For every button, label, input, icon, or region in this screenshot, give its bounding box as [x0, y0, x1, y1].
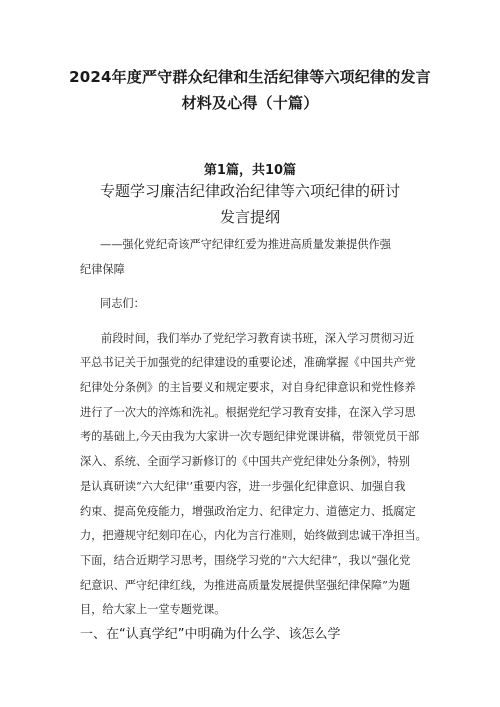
document-title-line-2: 材料及心得（十篇）	[181, 94, 319, 112]
body-line-4: 进行了一次大的淬炼和洗礼。根据党纪学习教育安排，在深入学习思	[80, 406, 416, 419]
body-line-12: 目，给大家上一堂专题党课。	[80, 603, 226, 616]
body-line-1: 前段时间，我们举办了党纪学习教育读书班，深入学习贯彻习近	[101, 332, 415, 345]
section-title-line-2: 发言提纲	[219, 208, 280, 226]
body-line-5: 考的基础上,今天由我为大家讲一次专题纪律党课讲稿，带领党员干部	[80, 430, 420, 443]
body-line-9: 力，把遵规守纪刻印在心，内化为言行准则，始终做到忠诚干净担当。	[80, 529, 427, 542]
subtitle-line-1: ——强化党纪奇该严守纪律红爱为推进高质量发兼提供作强	[100, 238, 391, 251]
body-line-7: 是认真研读“六大纪律'’重要内容，进一步强化纪律意识、加强自我	[80, 480, 406, 493]
body-line-6: 深入、系统、全面学习新修订的《中国共产党纪律处分条例》，特别	[80, 455, 411, 468]
section-heading-1: 一、在“认真学纪”中明确为什么学、该怎么学	[80, 627, 341, 642]
body-line-11: 纪意识、严守纪律红线，为推进高质量发展提供坚强纪律保障”为题	[80, 579, 411, 592]
subtitle-line-2: 纪律保障	[80, 263, 125, 276]
body-line-8: 约束、提高免疫能力，增强政治定力、纪律定力、道德定力、抵腐定	[80, 505, 416, 518]
body-line-3: 纪律处分条例》的主旨要义和规定要求，对自身纪律意识和党性修养	[80, 381, 416, 394]
document-title-line-1: 2024年度严守群众纪律和生活纪律等六项纪律的发言	[69, 68, 431, 86]
section-title-line-1: 专题学习廉洁纪律政治纪律等六项纪律的研讨	[99, 182, 400, 200]
body-line-2: 平总书记关于加强党的纪律建设的重要论述，准确掌握《中国共产党	[80, 356, 416, 369]
body-line-10: 下面，结合近期学习思考，围绕学习党的“六大纪律”，我以“强化党	[80, 554, 411, 567]
salutation: 同志们：	[100, 297, 145, 310]
part-label: 第1篇，共10篇	[203, 163, 297, 178]
